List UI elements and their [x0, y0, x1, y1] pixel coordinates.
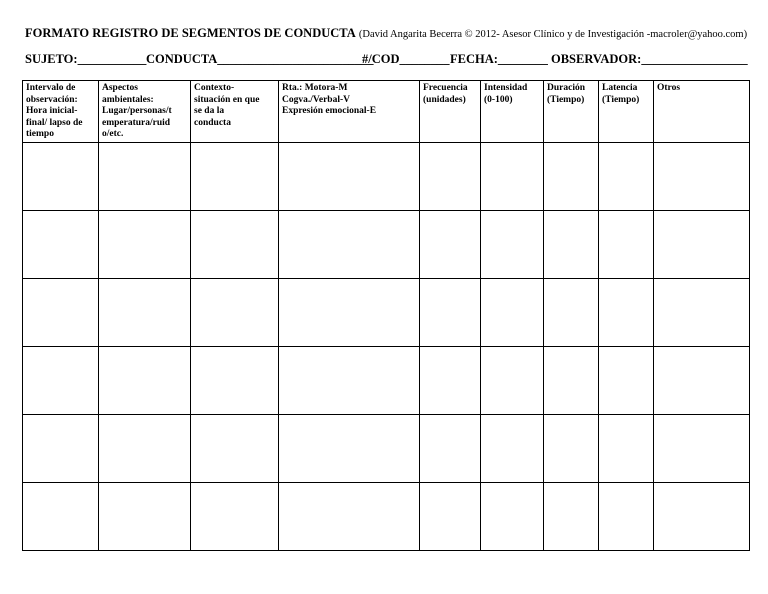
column-header-line: ambientales:	[102, 94, 154, 105]
column-header-line: situación en que	[194, 94, 260, 105]
table-cell[interactable]	[599, 211, 654, 279]
table-cell[interactable]	[544, 143, 599, 211]
column-header-line: Latencia	[602, 83, 638, 93]
column-header-line: Hora inicial-	[26, 106, 78, 116]
table-cell[interactable]	[23, 143, 99, 211]
table-cell[interactable]	[481, 347, 544, 415]
table-row	[23, 483, 750, 551]
column-header-line: Aspectos	[102, 83, 138, 93]
table-row	[23, 143, 750, 211]
table-header-row	[23, 81, 750, 143]
column-header-line: (unidades)	[423, 94, 466, 105]
table-cell[interactable]	[599, 143, 654, 211]
field-conducta[interactable]: CONDUCTA_________________________	[146, 52, 374, 66]
table-cell[interactable]	[23, 279, 99, 347]
column-header-line: o/etc.	[102, 129, 124, 139]
field-sujeto[interactable]: SUJETO:___________	[25, 52, 147, 66]
column-header-line: observación:	[26, 94, 78, 105]
table-cell[interactable]	[279, 415, 420, 483]
column-header-line: Intensidad	[484, 83, 528, 93]
field-observador[interactable]: OBSERVADOR:_________________	[551, 52, 748, 66]
field-fecha[interactable]: FECHA:________	[450, 52, 548, 66]
table-body	[23, 143, 750, 551]
table-row	[23, 347, 750, 415]
column-header-line: (0-100)	[484, 94, 513, 105]
column-header	[23, 81, 99, 143]
table-cell[interactable]	[481, 143, 544, 211]
column-header	[279, 81, 420, 143]
table-cell[interactable]	[23, 483, 99, 551]
table-cell[interactable]	[420, 415, 481, 483]
table-cell[interactable]	[481, 483, 544, 551]
table-cell[interactable]	[23, 415, 99, 483]
table-cell[interactable]	[279, 347, 420, 415]
column-header-line: (Tiempo)	[602, 94, 640, 105]
table-cell[interactable]	[544, 211, 599, 279]
form-fields	[25, 52, 748, 66]
table-cell[interactable]	[654, 143, 750, 211]
table-cell[interactable]	[544, 279, 599, 347]
column-header	[544, 81, 599, 143]
column-header	[654, 81, 750, 143]
table-cell[interactable]	[599, 347, 654, 415]
form-title	[25, 26, 747, 42]
column-header-line: Otros	[657, 83, 681, 93]
table-cell[interactable]	[99, 211, 191, 279]
table-cell[interactable]	[279, 279, 420, 347]
table-cell[interactable]	[99, 143, 191, 211]
column-header	[481, 81, 544, 143]
table-cell[interactable]	[191, 143, 279, 211]
table-cell[interactable]	[191, 483, 279, 551]
table-cell[interactable]	[544, 347, 599, 415]
table-cell[interactable]	[191, 211, 279, 279]
column-header-line: conducta	[194, 117, 231, 128]
table-cell[interactable]	[420, 279, 481, 347]
field-cod[interactable]: #/COD________	[362, 52, 450, 66]
column-header	[420, 81, 481, 143]
table-cell[interactable]	[279, 483, 420, 551]
column-header-line: emperatura/ruid	[102, 117, 171, 128]
column-header-line: tiempo	[26, 129, 54, 139]
form-title-credit: (David Angarita Becerra © 2012- Asesor Clínico y de Investigación -macroler@yahoo.com)	[358, 29, 748, 40]
table-cell[interactable]	[420, 483, 481, 551]
column-header-line: Frecuencia	[423, 83, 468, 93]
table-cell[interactable]	[654, 483, 750, 551]
table-cell[interactable]	[599, 483, 654, 551]
column-header-line: Cogva./Verbal-V	[282, 94, 350, 105]
column-header	[99, 81, 191, 143]
table-cell[interactable]	[191, 279, 279, 347]
column-header-line: Intervalo de	[26, 83, 76, 93]
column-header-line: Rta.: Motora-M	[282, 83, 348, 93]
table-cell[interactable]	[654, 347, 750, 415]
table-cell[interactable]	[23, 211, 99, 279]
column-header-line: final/ lapso de	[26, 117, 83, 128]
table-cell[interactable]	[99, 279, 191, 347]
table-cell[interactable]	[481, 211, 544, 279]
column-header-line: se da la	[194, 106, 225, 116]
column-header-line: Duración	[547, 83, 585, 93]
table-cell[interactable]	[420, 211, 481, 279]
table-cell[interactable]	[599, 415, 654, 483]
table-cell[interactable]	[599, 279, 654, 347]
table-cell[interactable]	[23, 347, 99, 415]
table-row	[23, 415, 750, 483]
table-cell[interactable]	[191, 415, 279, 483]
table-row	[23, 211, 750, 279]
table-cell[interactable]	[99, 415, 191, 483]
table-cell[interactable]	[544, 415, 599, 483]
record-table	[22, 80, 750, 551]
table-cell[interactable]	[420, 347, 481, 415]
table-cell[interactable]	[654, 415, 750, 483]
column-header-line: Expresión emocional-E	[282, 106, 377, 116]
table-cell[interactable]	[420, 143, 481, 211]
table-cell[interactable]	[99, 347, 191, 415]
table-cell[interactable]	[279, 211, 420, 279]
table-cell[interactable]	[654, 279, 750, 347]
column-header-line: (Tiempo)	[547, 94, 585, 105]
table-cell[interactable]	[191, 347, 279, 415]
column-header-line: Lugar/personas/t	[102, 106, 172, 116]
form-title-main: FORMATO REGISTRO DE SEGMENTOS DE CONDUCTA	[25, 26, 356, 40]
table-cell[interactable]	[654, 211, 750, 279]
table-cell[interactable]	[481, 415, 544, 483]
table-cell[interactable]	[481, 279, 544, 347]
table-cell[interactable]	[279, 143, 420, 211]
column-header	[599, 81, 654, 143]
column-header-line: Contexto-	[194, 83, 235, 93]
table-row	[23, 279, 750, 347]
table-cell[interactable]	[544, 483, 599, 551]
column-header	[191, 81, 279, 143]
table-cell[interactable]	[99, 483, 191, 551]
